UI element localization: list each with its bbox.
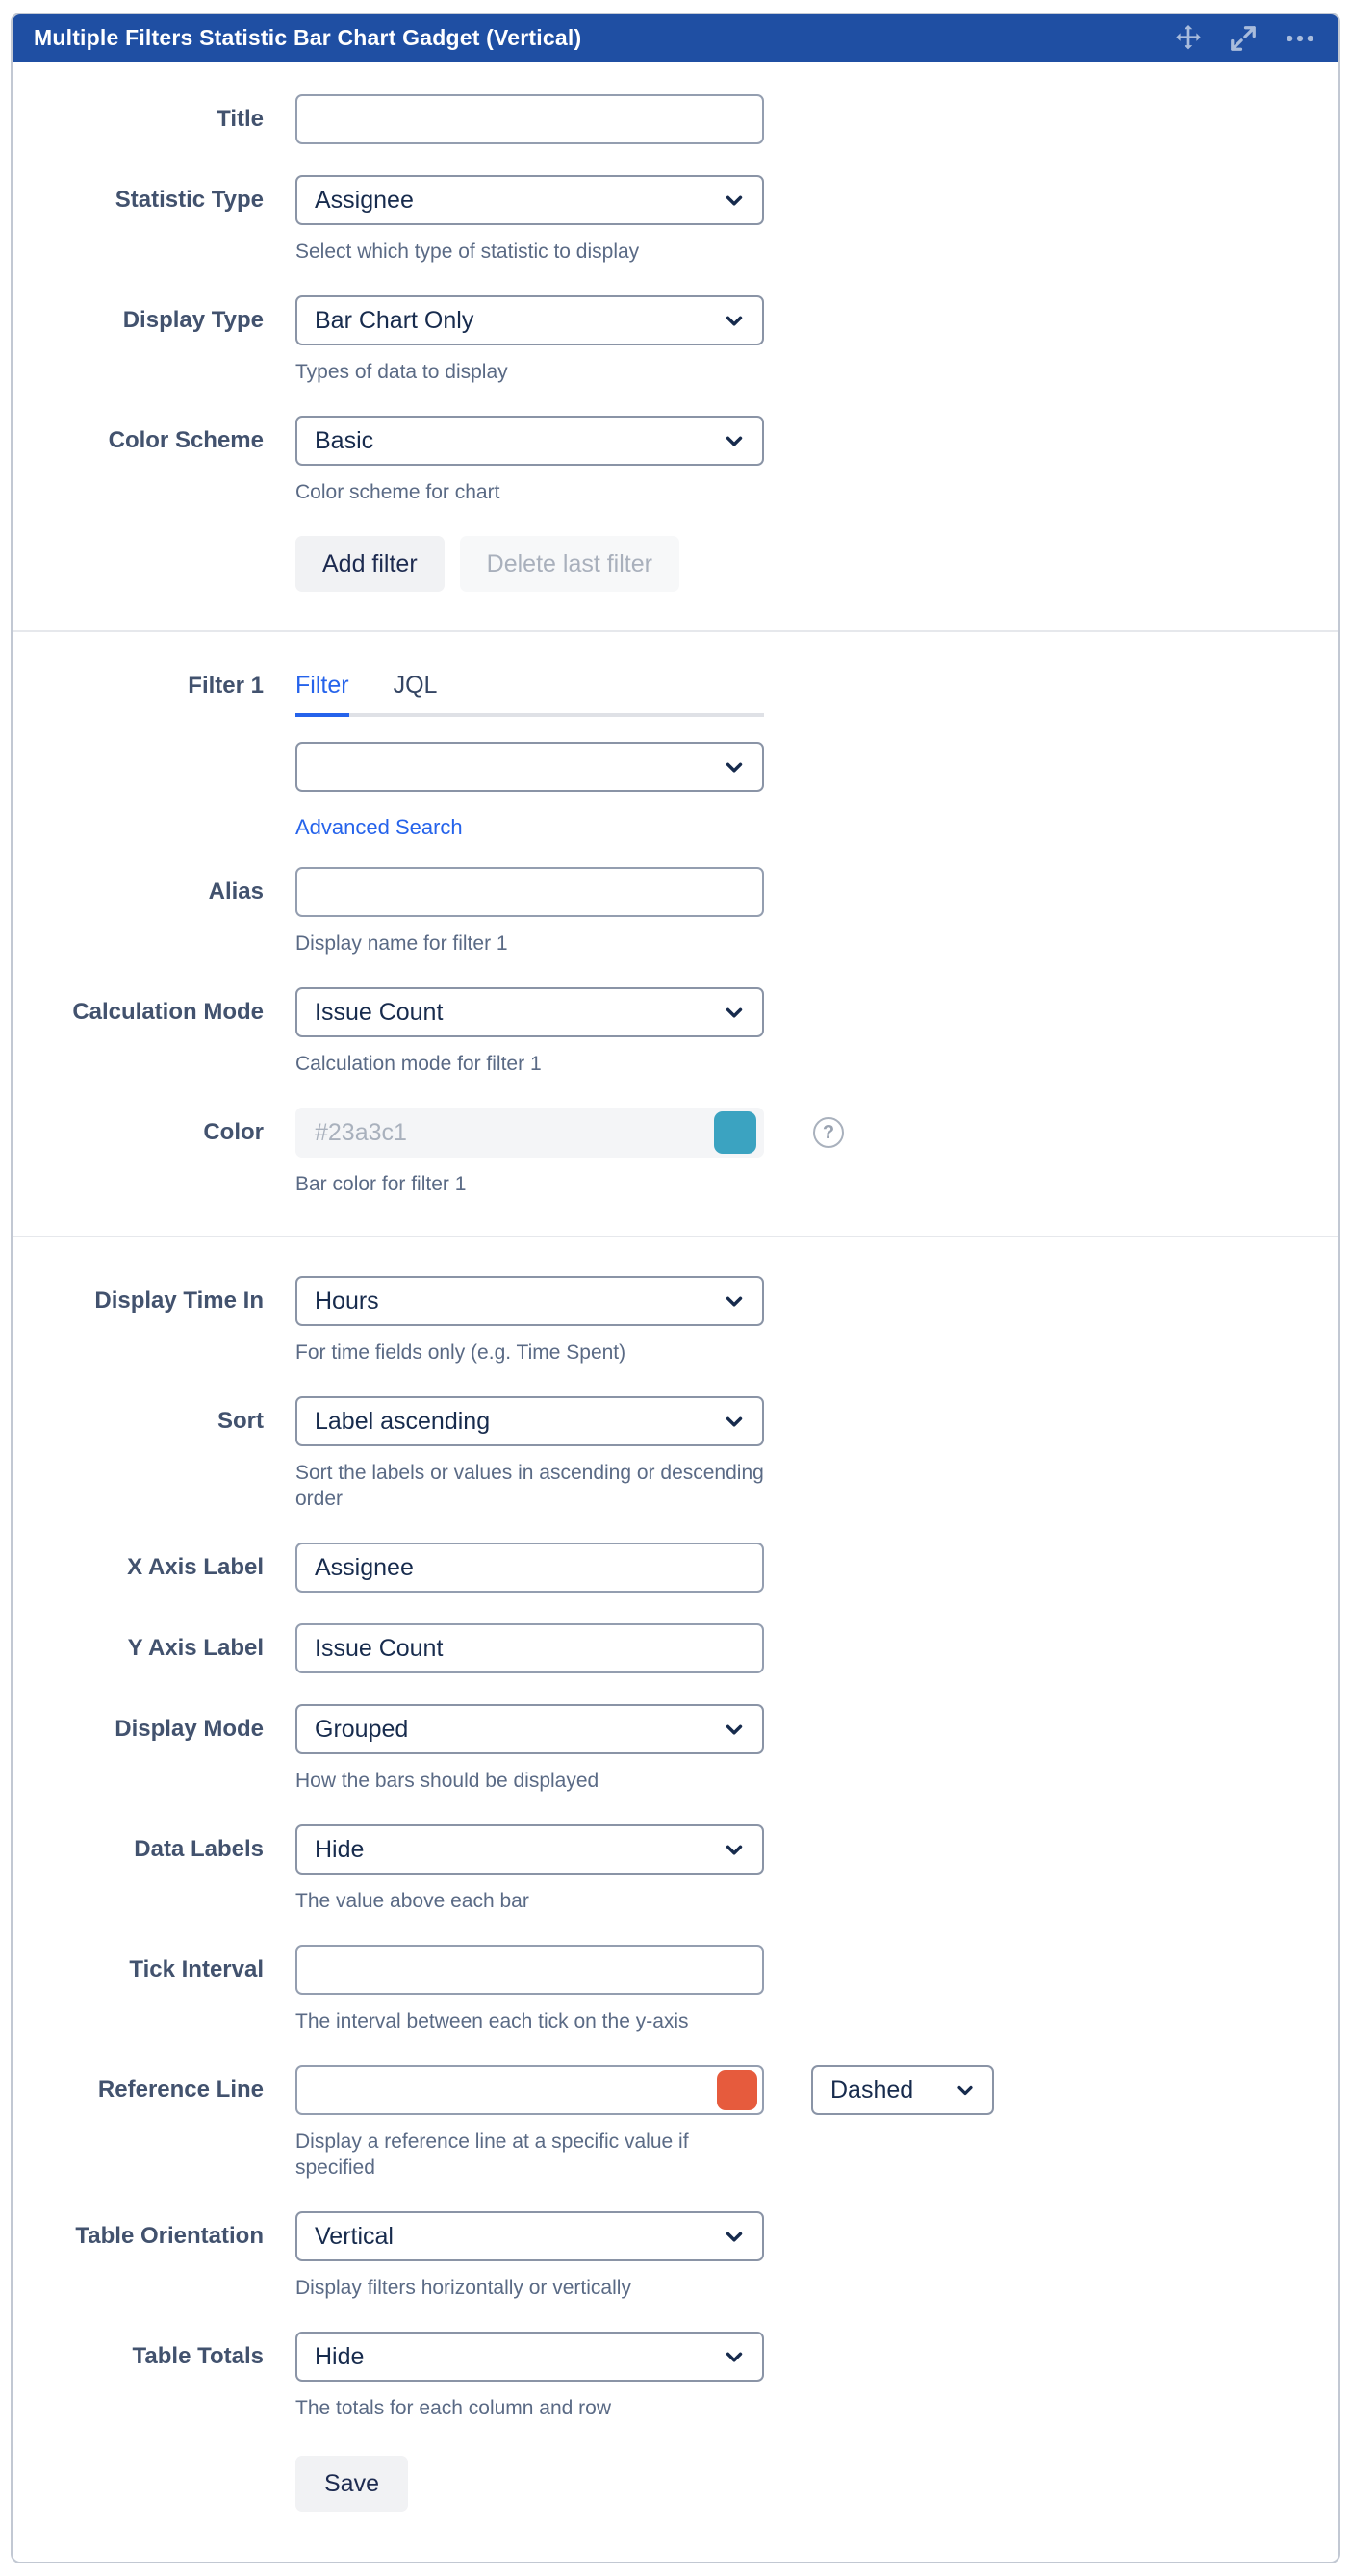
table-totals-value: Hide	[315, 2342, 365, 2370]
color-scheme-select[interactable]	[295, 416, 764, 466]
table-orientation-select[interactable]	[295, 2211, 764, 2261]
chevron-down-icon	[722, 1409, 747, 1434]
table-orientation-value: Vertical	[315, 2222, 394, 2250]
tick-interval-help: The interval between each tick on the y-axis	[295, 2010, 689, 2032]
advanced-search-row	[13, 815, 1338, 840]
move-icon[interactable]	[1173, 23, 1204, 54]
alias-help: Display name for filter 1	[295, 932, 508, 955]
table-orientation-label: Table Orientation	[75, 2223, 264, 2250]
gadget-config-form	[13, 62, 1338, 2562]
reference-line-color-swatch[interactable]	[717, 2070, 757, 2110]
chevron-down-icon	[722, 308, 747, 333]
reference-line-row	[13, 2065, 1338, 2181]
chevron-down-icon	[722, 2344, 747, 2369]
advanced-search-link[interactable]: Advanced Search	[295, 815, 463, 839]
gadget-card	[11, 13, 1340, 2563]
reference-line-input[interactable]	[295, 2065, 764, 2115]
sort-value: Label ascending	[315, 1407, 491, 1435]
display-time-in-help: For time fields only (e.g. Time Spent)	[295, 1341, 626, 1364]
statistic-type-value: Assignee	[315, 186, 414, 214]
x-axis-label: X Axis Label	[127, 1554, 264, 1581]
color-scheme-label: Color Scheme	[108, 427, 264, 454]
display-mode-label: Display Mode	[115, 1716, 264, 1743]
section-divider	[13, 630, 1338, 632]
display-type-value: Bar Chart Only	[315, 306, 474, 334]
alias-input[interactable]	[295, 867, 764, 917]
display-time-in-label: Display Time In	[94, 1288, 264, 1314]
table-orientation-row	[13, 2211, 1338, 2301]
color-scheme-row	[13, 416, 1338, 505]
title-label: Title	[217, 106, 264, 133]
display-time-in-value: Hours	[315, 1287, 379, 1314]
chevron-down-icon	[722, 428, 747, 453]
filter-color-row	[13, 1108, 1338, 1197]
display-type-help: Types of data to display	[295, 361, 508, 383]
table-totals-label: Table Totals	[132, 2343, 264, 2370]
filter-color-input[interactable]	[295, 1108, 764, 1158]
filter-color-swatch[interactable]	[714, 1111, 756, 1154]
color-scheme-help: Color scheme for chart	[295, 481, 500, 503]
tab-filter[interactable]: Filter	[295, 671, 349, 717]
sort-label: Sort	[217, 1408, 264, 1435]
chevron-down-icon	[722, 1837, 747, 1862]
sort-select[interactable]	[295, 1396, 764, 1446]
tick-interval-input[interactable]	[295, 1945, 764, 1995]
delete-last-filter-button: Delete last filter	[460, 536, 679, 592]
gadget-title: Multiple Filters Statistic Bar Chart Gadget (Vertical)	[34, 25, 582, 50]
table-orientation-help: Display filters horizontally or vertically	[295, 2277, 631, 2299]
statistic-type-help: Select which type of statistic to display	[295, 241, 640, 263]
calculation-mode-value: Issue Count	[315, 998, 444, 1026]
data-labels-value: Hide	[315, 1835, 365, 1863]
filter1-select-row	[13, 742, 1338, 792]
alias-row	[13, 867, 1338, 956]
chevron-down-icon	[722, 1288, 747, 1314]
table-totals-row	[13, 2332, 1338, 2421]
title-input[interactable]	[295, 94, 764, 144]
statistic-type-select[interactable]	[295, 175, 764, 225]
more-icon[interactable]	[1283, 24, 1317, 53]
statistic-type-label: Statistic Type	[115, 187, 264, 214]
y-axis-input[interactable]	[295, 1623, 764, 1673]
tick-interval-row	[13, 1945, 1338, 2034]
data-labels-help: The value above each bar	[295, 1890, 529, 1912]
add-filter-button[interactable]: Add filter	[295, 536, 445, 592]
filter-color-label: Color	[203, 1119, 264, 1146]
reference-line-label: Reference Line	[97, 2077, 264, 2104]
display-mode-value: Grouped	[315, 1715, 409, 1743]
sort-help: Sort the labels or values in ascending or descending order	[295, 1462, 764, 1510]
table-totals-help: The totals for each column and row	[295, 2397, 612, 2419]
filter-buttons-row	[13, 536, 1338, 592]
filter1-tabs-row	[13, 671, 1338, 717]
filter-color-help: Bar color for filter 1	[295, 1173, 467, 1195]
section-divider	[13, 1236, 1338, 1237]
chevron-down-icon	[722, 754, 747, 779]
x-axis-label-row	[13, 1543, 1338, 1593]
reference-line-help: Display a reference line at a specific value if specified	[295, 2130, 689, 2179]
title-row	[13, 94, 1338, 144]
display-type-label: Display Type	[122, 307, 264, 334]
data-labels-select[interactable]	[295, 1824, 764, 1875]
gadget-header	[13, 14, 1338, 62]
data-labels-row	[13, 1824, 1338, 1914]
tick-interval-label: Tick Interval	[129, 1956, 264, 1983]
filter1-tabs	[295, 671, 764, 717]
save-row	[13, 2456, 1338, 2512]
reference-line-style-select[interactable]	[811, 2065, 994, 2115]
expand-icon[interactable]	[1229, 24, 1258, 53]
table-totals-select[interactable]	[295, 2332, 764, 2382]
x-axis-input[interactable]	[295, 1543, 764, 1593]
color-scheme-value: Basic	[315, 426, 374, 454]
display-time-in-select[interactable]	[295, 1276, 764, 1326]
filter1-filter-select[interactable]	[295, 742, 764, 792]
chevron-down-icon	[722, 2224, 747, 2249]
display-type-select[interactable]	[295, 295, 764, 345]
data-labels-label: Data Labels	[134, 1836, 264, 1863]
help-icon[interactable]: ?	[813, 1117, 844, 1148]
chevron-down-icon	[722, 1717, 747, 1742]
header-actions	[1173, 23, 1317, 54]
tab-jql[interactable]: JQL	[393, 672, 438, 699]
calculation-mode-help: Calculation mode for filter 1	[295, 1053, 542, 1075]
display-mode-row	[13, 1704, 1338, 1794]
display-mode-help: How the bars should be displayed	[295, 1770, 599, 1792]
alias-label: Alias	[208, 879, 264, 905]
calculation-mode-select[interactable]	[295, 987, 764, 1037]
save-button[interactable]: Save	[295, 2456, 408, 2512]
chevron-down-icon	[954, 2079, 977, 2102]
calculation-mode-label: Calculation Mode	[72, 999, 264, 1026]
y-axis-label: Y Axis Label	[127, 1635, 264, 1662]
display-type-row	[13, 295, 1338, 385]
y-axis-label-row	[13, 1623, 1338, 1673]
display-mode-select[interactable]	[295, 1704, 764, 1754]
chevron-down-icon	[722, 1000, 747, 1025]
chevron-down-icon	[722, 188, 747, 213]
calculation-mode-row	[13, 987, 1338, 1077]
reference-line-style-value: Dashed	[830, 2076, 914, 2104]
sort-row	[13, 1396, 1338, 1512]
statistic-type-row	[13, 175, 1338, 265]
filter1-label: Filter 1	[188, 673, 264, 699]
display-time-in-row	[13, 1276, 1338, 1365]
